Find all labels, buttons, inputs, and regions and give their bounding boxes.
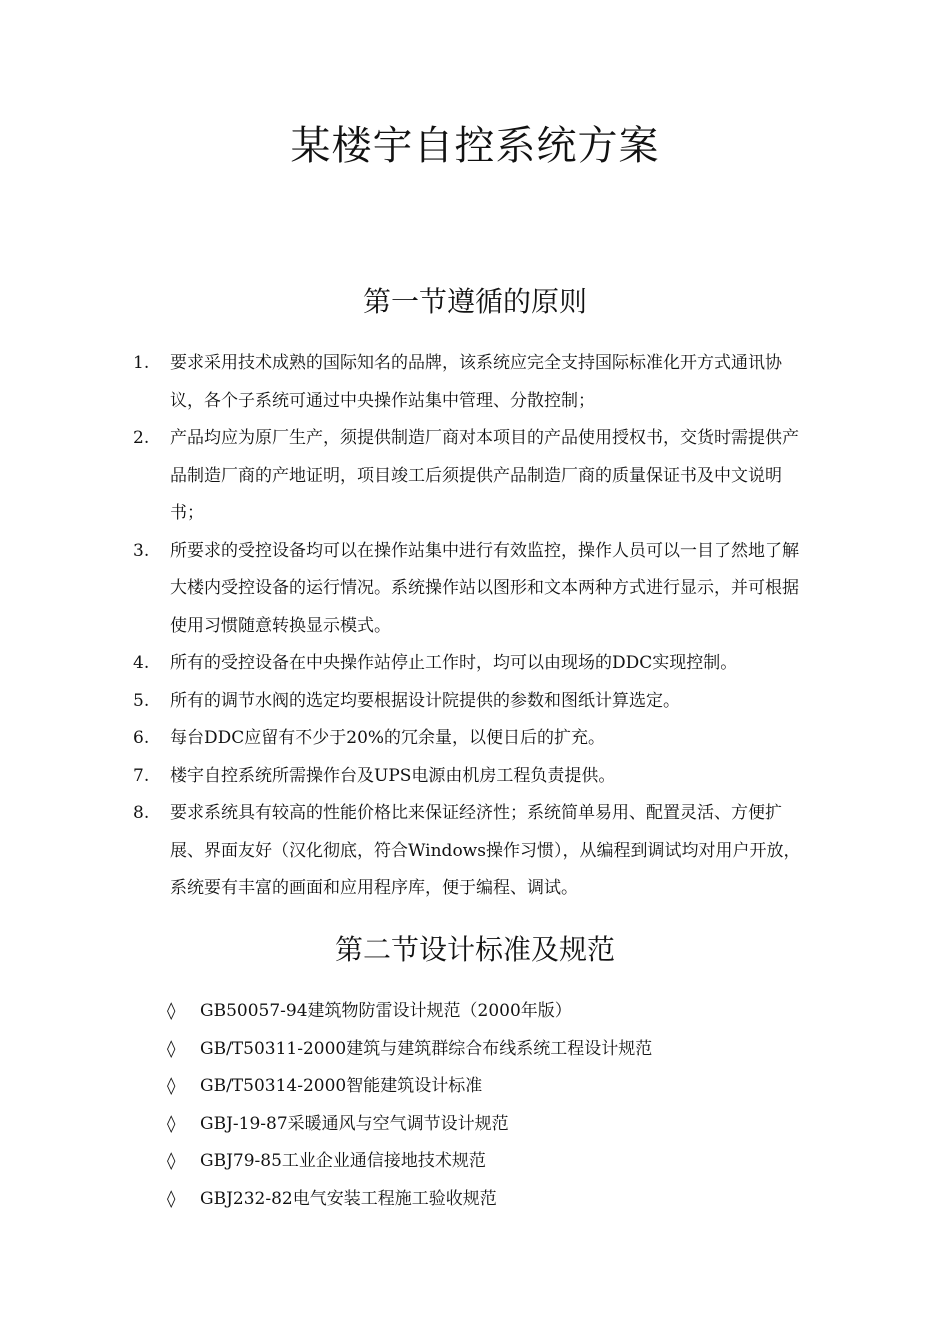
- standard-item: [165, 993, 805, 1031]
- list-item-text: 所要求的受控设备均可以在操作站集中进行有效监控，操作人员可以一目了然地了解大楼内受控设备的运行情况。系统操作站以图形和文本两种方式进行显示，并可根据使用习惯随意转换显示模式。: [170, 540, 799, 636]
- document-title: 某楼宇自控系统方案: [290, 123, 660, 169]
- list-item-number: 6.: [133, 728, 150, 748]
- list-item: [133, 720, 813, 758]
- standards-list: [165, 993, 805, 1218]
- standard-item-text: GB50057-94建筑物防雷设计规范（2000年版）: [200, 1001, 572, 1021]
- list-item-text: 要求系统具有较高的性能价格比来保证经济性；系统简单易用、配置灵活、方便扩展、界面友好（汉化彻底，符合Windows操作习惯），从编程到调试均对用户开放，系统要有丰富的画面和应用程序库，便于编程、调试。: [170, 803, 801, 898]
- standard-item-text: GB/T50314-2000智能建筑设计标准: [200, 1076, 483, 1096]
- standard-item-text: GBJ-19-87采暖通风与空气调节设计规范: [200, 1113, 509, 1134]
- principles-list: [133, 345, 813, 908]
- standard-item: [165, 1031, 805, 1069]
- list-item-number: 4.: [133, 653, 150, 673]
- list-item-text: 所有的调节水阀的选定均要根据设计院提供的参数和图纸计算选定。: [170, 690, 680, 711]
- list-item-number: 2.: [133, 428, 150, 448]
- list-item-number: 3.: [133, 540, 150, 561]
- list-item: [133, 345, 813, 420]
- diamond-bullet-icon: ◊: [167, 1038, 176, 1059]
- standard-item: [165, 1106, 805, 1144]
- diamond-bullet-icon: ◊: [167, 1001, 176, 1021]
- list-item-text: 每台DDC应留有不少于20%的冗余量，以便日后的扩充。: [170, 728, 606, 748]
- list-item-number: 1.: [133, 353, 150, 373]
- standard-item: [165, 1181, 805, 1219]
- list-item-number: 7.: [133, 765, 150, 786]
- diamond-bullet-icon: ◊: [167, 1113, 176, 1134]
- list-item-text: 所有的受控设备在中央操作站停止工作时，均可以由现场的DDC实现控制。: [170, 653, 738, 673]
- list-item: [133, 683, 813, 721]
- diamond-bullet-icon: ◊: [167, 1188, 176, 1209]
- standard-item-text: GBJ79-85工业企业通信接地技术规范: [200, 1151, 486, 1171]
- list-item: [133, 758, 813, 796]
- list-item: [133, 795, 813, 908]
- standard-item: [165, 1143, 805, 1181]
- section-heading-principles: 第一节遵循的原则: [362, 285, 587, 318]
- standard-item-text: GB/T50311-2000建筑与建筑群综合布线系统工程设计规范: [200, 1038, 653, 1059]
- list-item-number: 5.: [133, 690, 150, 711]
- list-item-text: 产品均应为原厂生产，须提供制造厂商对本项目的产品使用授权书，交货时需提供产品制造厂商的产地证明，项目竣工后须提供产品制造厂商的质量保证书及中文说明书；: [170, 428, 799, 523]
- list-item-text: 楼宇自控系统所需操作台及UPS电源由机房工程负责提供。: [170, 765, 616, 786]
- list-item-number: 8.: [133, 803, 150, 823]
- list-item: [133, 420, 813, 533]
- standard-item: [165, 1068, 805, 1106]
- standard-item-text: GBJ232-82电气安装工程施工验收规范: [200, 1188, 497, 1209]
- diamond-bullet-icon: ◊: [167, 1151, 176, 1171]
- list-item-text: 要求采用技术成熟的国际知名的品牌，该系统应完全支持国际标准化开方式通讯协议，各个子系统可通过中央操作站集中管理、分散控制；: [170, 353, 782, 411]
- section-heading-standards: 第二节设计标准及规范: [334, 933, 615, 966]
- list-item: [133, 533, 813, 646]
- list-item: [133, 645, 813, 683]
- diamond-bullet-icon: ◊: [167, 1076, 176, 1096]
